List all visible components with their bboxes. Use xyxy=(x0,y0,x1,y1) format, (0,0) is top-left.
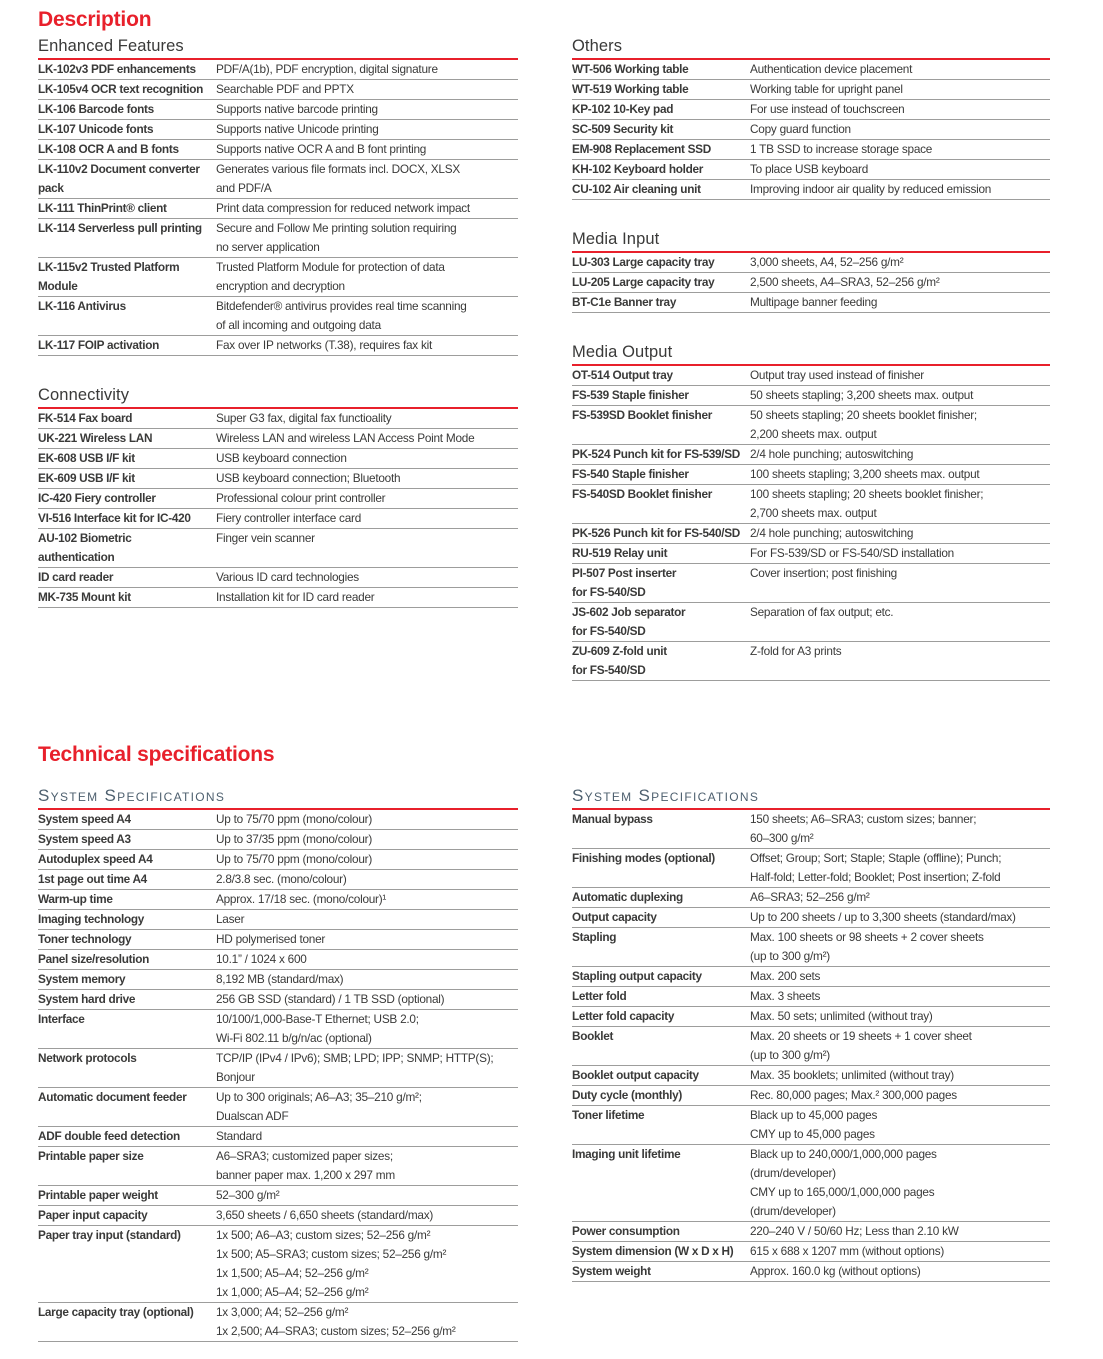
spec-label: EK-609 USB I/F kit xyxy=(38,471,135,485)
spec-row xyxy=(38,1127,518,1147)
spec-row xyxy=(572,386,1050,406)
spec-row xyxy=(38,890,518,910)
spec-row xyxy=(38,970,518,990)
spec-row xyxy=(572,564,1050,603)
spec-label: FS-540 Staple finisher xyxy=(572,467,689,481)
spec-value: Up to 200 sheets / up to 3,300 sheets (standard/max) xyxy=(750,910,1016,924)
section-connectivity xyxy=(38,385,518,608)
spec-label: IC-420 Fiery controller xyxy=(38,491,156,505)
spec-value: 1x 500; A6–A3; custom sizes; 52–256 g/m² 1x 500; A5–SRA3; custom sizes; 52–256 g/m² 1x 1,500; A5–A4; 52–256 g/m² 1x 1,000; A5–A4; 52–256 g/m² xyxy=(216,1228,447,1299)
spec-value: Copy guard function xyxy=(750,122,851,136)
spec-row xyxy=(38,469,518,489)
spec-row xyxy=(572,1262,1050,1282)
spec-row xyxy=(572,603,1050,642)
spec-value: Max. 100 sheets or 98 sheets + 2 cover sheets (up to 300 g/m²) xyxy=(750,930,984,963)
section-media-output xyxy=(572,342,1050,681)
spec-row xyxy=(572,849,1050,888)
spec-row xyxy=(38,990,518,1010)
spec-row xyxy=(572,140,1050,160)
spec-value: Installation kit for ID card reader xyxy=(216,590,375,604)
spec-value: USB keyboard connection xyxy=(216,451,347,465)
spec-label: WT-519 Working table xyxy=(572,82,689,96)
spec-value: Rec. 80,000 pages; Max.² 300,000 pages xyxy=(750,1088,957,1102)
spec-label: Manual bypass xyxy=(572,812,653,826)
spec-label: Paper tray input (standard) xyxy=(38,1228,181,1242)
spec-row xyxy=(572,1027,1050,1066)
spec-table xyxy=(572,366,1050,681)
spec-value: Max. 35 booklets; unlimited (without tray) xyxy=(750,1068,954,1082)
spec-row xyxy=(572,465,1050,485)
spec-value: To place USB keyboard xyxy=(750,162,869,176)
spec-row xyxy=(38,429,518,449)
spec-value: Finger vein scanner xyxy=(216,531,315,545)
spec-label: Booklet output capacity xyxy=(572,1068,699,1082)
spec-value: Offset; Group; Sort; Staple; Staple (offline); Punch; Half-fold; Letter-fold; Booklet; Post insertion; Z-fold xyxy=(750,851,1002,884)
spec-value: Generates various file formats incl. DOCX, XLSX and PDF/A xyxy=(216,162,460,195)
spec-row xyxy=(38,1186,518,1206)
spec-value: Up to 300 originals; A6–A3; 35–210 g/m²; Dualscan ADF xyxy=(216,1090,422,1123)
spec-value: 256 GB SSD (standard) / 1 TB SSD (optional) xyxy=(216,992,445,1006)
spec-value: 50 sheets stapling; 3,200 sheets max. output xyxy=(750,388,974,402)
spec-row xyxy=(38,409,518,429)
spec-value: Supports native Unicode printing xyxy=(216,122,379,136)
spec-table xyxy=(38,810,518,1342)
spec-value: Supports native OCR A and B font printing xyxy=(216,142,427,156)
spec-row xyxy=(572,810,1050,849)
spec-row xyxy=(38,830,518,850)
column-description-left xyxy=(38,36,518,608)
spec-value: Fiery controller interface card xyxy=(216,511,362,525)
spec-label: OT-514 Output tray xyxy=(572,368,673,382)
spec-row xyxy=(38,160,518,199)
spec-label: AU-102 Biometric authentication xyxy=(38,531,132,564)
column-technical-left xyxy=(38,786,518,1342)
spec-row xyxy=(572,160,1050,180)
spec-row xyxy=(572,273,1050,293)
spec-row xyxy=(572,120,1050,140)
spec-row xyxy=(572,1222,1050,1242)
section-title: Connectivity xyxy=(38,385,518,409)
spec-value: Up to 75/70 ppm (mono/colour) xyxy=(216,812,373,826)
spec-label: LK-116 Antivirus xyxy=(38,299,126,313)
spec-label: PI-507 Post inserter for FS-540/SD xyxy=(572,566,677,599)
spec-label: ID card reader xyxy=(38,570,114,584)
spec-value: Searchable PDF and PPTX xyxy=(216,82,354,96)
spec-row xyxy=(572,888,1050,908)
spec-value: Up to 37/35 ppm (mono/colour) xyxy=(216,832,373,846)
spec-value: 100 sheets stapling; 20 sheets booklet finisher; 2,700 sheets max. output xyxy=(750,487,984,520)
spec-row xyxy=(38,219,518,258)
spec-row xyxy=(38,1147,518,1186)
spec-value: Super G3 fax, digital fax functioality xyxy=(216,411,392,425)
spec-value: Up to 75/70 ppm (mono/colour) xyxy=(216,852,373,866)
spec-value: 100 sheets stapling; 3,200 sheets max. output xyxy=(750,467,980,481)
spec-value: Output tray used instead of finisher xyxy=(750,368,924,382)
spec-value: 10.1” / 1024 x 600 xyxy=(216,952,307,966)
spec-label: JS-602 Job separator for FS-540/SD xyxy=(572,605,686,638)
spec-label: LK-110v2 Document converter pack xyxy=(38,162,200,195)
spec-row xyxy=(572,60,1050,80)
column-description-right xyxy=(572,36,1050,681)
spec-row xyxy=(572,987,1050,1007)
spec-label: System weight xyxy=(572,1264,651,1278)
spec-value: 1 TB SSD to increase storage space xyxy=(750,142,933,156)
spec-value: A6–SRA3; customized paper sizes; banner paper max. 1,200 x 297 mm xyxy=(216,1149,395,1182)
section-title: Others xyxy=(572,36,1050,60)
spec-value: 220–240 V / 50/60 Hz; Less than 2.10 kW xyxy=(750,1224,959,1238)
spec-row xyxy=(38,449,518,469)
spec-label: Imaging unit lifetime xyxy=(572,1147,681,1161)
spec-row xyxy=(38,950,518,970)
spec-value: Approx. 160.0 kg (without options) xyxy=(750,1264,921,1278)
spec-row xyxy=(38,120,518,140)
spec-value: 2/4 hole punching; autoswitching xyxy=(750,526,914,540)
spec-label: Booklet xyxy=(572,1029,614,1043)
spec-value: Separation of fax output; etc. xyxy=(750,605,894,619)
spec-table xyxy=(572,253,1050,313)
spec-label: Power consumption xyxy=(572,1224,680,1238)
spec-label: Panel size/resolution xyxy=(38,952,150,966)
spec-value: Bitdefender® antivirus provides real time scanning of all incoming and outgoing data xyxy=(216,299,467,332)
spec-label: ZU-609 Z-fold unit for FS-540/SD xyxy=(572,644,667,677)
spec-row xyxy=(572,100,1050,120)
spec-row xyxy=(38,1088,518,1127)
spec-label: KH-102 Keyboard holder xyxy=(572,162,704,176)
section-enhanced-features xyxy=(38,36,518,356)
spec-label: LU-303 Large capacity tray xyxy=(572,255,715,269)
spec-row xyxy=(572,406,1050,445)
spec-label: Printable paper weight xyxy=(38,1188,158,1202)
spec-row xyxy=(38,489,518,509)
section-title: Media Output xyxy=(572,342,1050,366)
spec-row xyxy=(38,80,518,100)
spec-value: Working table for upright panel xyxy=(750,82,903,96)
spec-label: KP-102 10-Key pad xyxy=(572,102,674,116)
spec-value: Secure and Follow Me printing solution requiring no server application xyxy=(216,221,457,254)
spec-label: LK-107 Unicode fonts xyxy=(38,122,154,136)
spec-label: Imaging technology xyxy=(38,912,145,926)
spec-label: Duty cycle (monthly) xyxy=(572,1088,683,1102)
spec-label: LK-111 ThinPrint® client xyxy=(38,201,167,215)
spec-row xyxy=(572,445,1050,465)
spec-label: System speed A3 xyxy=(38,832,131,846)
spec-label: LK-106 Barcode fonts xyxy=(38,102,154,116)
spec-value: 8,192 MB (standard/max) xyxy=(216,972,344,986)
spec-row xyxy=(38,297,518,336)
spec-label: Network protocols xyxy=(38,1051,137,1065)
spec-value: PDF/A(1b), PDF encryption, digital signature xyxy=(216,62,438,76)
section-system-specifications-left xyxy=(38,786,518,1342)
spec-table xyxy=(572,810,1050,1282)
spec-row xyxy=(38,199,518,219)
spec-value: Wireless LAN and wireless LAN Access Point Mode xyxy=(216,431,475,445)
spec-value: 3,000 sheets, A4, 52–256 g/m² xyxy=(750,255,904,269)
spec-label: Automatic document feeder xyxy=(38,1090,187,1104)
spec-value: Max. 200 sets xyxy=(750,969,821,983)
spec-label: SC-509 Security kit xyxy=(572,122,674,136)
spec-label: Automatic duplexing xyxy=(572,890,683,904)
spec-row xyxy=(572,366,1050,386)
spec-label: Paper input capacity xyxy=(38,1208,148,1222)
spec-row xyxy=(572,524,1050,544)
spec-row xyxy=(38,870,518,890)
spec-row xyxy=(572,80,1050,100)
spec-row xyxy=(38,140,518,160)
spec-label: Letter fold xyxy=(572,989,627,1003)
spec-value: 1x 3,000; A4; 52–256 g/m² 1x 2,500; A4–SRA3; custom sizes; 52–256 g/m² xyxy=(216,1305,456,1338)
spec-value: HD polymerised toner xyxy=(216,932,326,946)
spec-label: FS-539 Staple finisher xyxy=(572,388,689,402)
spec-label: Letter fold capacity xyxy=(572,1009,675,1023)
section-others xyxy=(572,36,1050,200)
spec-label: LU-205 Large capacity tray xyxy=(572,275,715,289)
spec-value: Various ID card technologies xyxy=(216,570,359,584)
spec-row xyxy=(38,850,518,870)
spec-value: Trusted Platform Module for protection of data encryption and decryption xyxy=(216,260,445,293)
section-title: Media Input xyxy=(572,229,1050,253)
spec-row xyxy=(572,1145,1050,1222)
spec-row xyxy=(38,529,518,568)
spec-value: For use instead of touchscreen xyxy=(750,102,905,116)
spec-label: RU-519 Relay unit xyxy=(572,546,668,560)
spec-value: TCP/IP (IPv4 / IPv6); SMB; LPD; IPP; SNMP; HTTP(S); Bonjour xyxy=(216,1051,494,1084)
spec-value: 10/100/1,000-Base-T Ethernet; USB 2.0; Wi-Fi 802.11 b/g/n/ac (optional) xyxy=(216,1012,419,1045)
spec-row xyxy=(38,1226,518,1303)
spec-value: 150 sheets; A6–SRA3; custom sizes; banner; 60–300 g/m² xyxy=(750,812,977,845)
spec-label: CU-102 Air cleaning unit xyxy=(572,182,701,196)
spec-label: VI-516 Interface kit for IC-420 xyxy=(38,511,191,525)
spec-row xyxy=(38,1049,518,1088)
spec-label: LK-105v4 OCR text recognition xyxy=(38,82,204,96)
spec-label: LK-114 Serverless pull printing xyxy=(38,221,202,235)
spec-label: LK-115v2 Trusted Platform Module xyxy=(38,260,180,293)
spec-label: System hard drive xyxy=(38,992,136,1006)
spec-row xyxy=(572,1242,1050,1262)
technical-specifications-heading: Technical specifications xyxy=(38,743,275,766)
spec-row xyxy=(572,253,1050,273)
spec-row xyxy=(38,1010,518,1049)
spec-label: BT-C1e Banner tray xyxy=(572,295,677,309)
spec-label: FS-539SD Booklet finisher xyxy=(572,408,712,422)
spec-row xyxy=(572,180,1050,200)
section-media-input xyxy=(572,229,1050,313)
spec-row xyxy=(38,1303,518,1342)
spec-value: Black up to 240,000/1,000,000 pages (drum/developer) CMY up to 165,000/1,000,000 pages (drum/developer) xyxy=(750,1147,937,1218)
spec-value: Improving indoor air quality by reduced emission xyxy=(750,182,992,196)
spec-row xyxy=(572,908,1050,928)
spec-label: Output capacity xyxy=(572,910,657,924)
spec-label: Finishing modes (optional) xyxy=(572,851,715,865)
spec-value: USB keyboard connection; Bluetooth xyxy=(216,471,401,485)
spec-label: EK-608 USB I/F kit xyxy=(38,451,135,465)
spec-value: Max. 50 sets; unlimited (without tray) xyxy=(750,1009,933,1023)
spec-value: 50 sheets stapling; 20 sheets booklet finisher; 2,200 sheets max. output xyxy=(750,408,977,441)
spec-row xyxy=(38,336,518,356)
spec-label: Toner lifetime xyxy=(572,1108,645,1122)
spec-label: UK-221 Wireless LAN xyxy=(38,431,153,445)
spec-label: LK-102v3 PDF enhancements xyxy=(38,62,196,76)
spec-row xyxy=(572,544,1050,564)
spec-value: 2/4 hole punching; autoswitching xyxy=(750,447,914,461)
spec-value: Standard xyxy=(216,1129,262,1143)
spec-label: 1st page out time A4 xyxy=(38,872,147,886)
spec-label: Printable paper size xyxy=(38,1149,144,1163)
spec-row xyxy=(572,485,1050,524)
spec-row xyxy=(572,967,1050,987)
spec-value: 2.8/3.8 sec. (mono/colour) xyxy=(216,872,347,886)
spec-value: 3,650 sheets / 6,650 sheets (standard/max) xyxy=(216,1208,434,1222)
spec-label: ADF double feed detection xyxy=(38,1129,180,1143)
spec-row xyxy=(38,509,518,529)
spec-label: Toner technology xyxy=(38,932,132,946)
section-title: System Specifications xyxy=(38,786,518,810)
spec-label: Autoduplex speed A4 xyxy=(38,852,153,866)
spec-row xyxy=(38,100,518,120)
spec-row xyxy=(38,568,518,588)
spec-label: PK-524 Punch kit for FS-539/SD xyxy=(572,447,740,461)
spec-value: Approx. 17/18 sec. (mono/colour)¹ xyxy=(216,892,387,906)
spec-value: Fax over IP networks (T.38), requires fax kit xyxy=(216,338,433,352)
spec-value: For FS-539/SD or FS-540/SD installation xyxy=(750,546,954,560)
spec-table xyxy=(572,60,1050,200)
spec-label: System dimension (W x D x H) xyxy=(572,1244,734,1258)
spec-label: System speed A4 xyxy=(38,812,131,826)
spec-value: Laser xyxy=(216,912,245,926)
spec-value: Max. 3 sheets xyxy=(750,989,821,1003)
spec-row xyxy=(38,930,518,950)
spec-table xyxy=(38,60,518,356)
spec-label: Interface xyxy=(38,1012,85,1026)
spec-label: EM-908 Replacement SSD xyxy=(572,142,711,156)
section-title: Enhanced Features xyxy=(38,36,518,60)
spec-label: Stapling xyxy=(572,930,617,944)
section-system-specifications-right xyxy=(572,786,1050,1282)
spec-label: LK-108 OCR A and B fonts xyxy=(38,142,179,156)
spec-row xyxy=(572,293,1050,313)
spec-value: Max. 20 sheets or 19 sheets + 1 cover sheet (up to 300 g/m²) xyxy=(750,1029,972,1062)
spec-row xyxy=(38,810,518,830)
spec-value: Multipage banner feeding xyxy=(750,295,878,309)
description-heading: Description xyxy=(38,8,152,31)
spec-table xyxy=(38,409,518,608)
spec-label: Large capacity tray (optional) xyxy=(38,1305,194,1319)
spec-value: 615 x 688 x 1207 mm (without options) xyxy=(750,1244,945,1258)
spec-row xyxy=(572,1086,1050,1106)
column-technical-right xyxy=(572,786,1050,1282)
spec-row xyxy=(38,60,518,80)
spec-value: Professional colour print controller xyxy=(216,491,386,505)
spec-value: Cover insertion; post finishing xyxy=(750,566,897,580)
spec-value: Z-fold for A3 prints xyxy=(750,644,842,658)
spec-row xyxy=(572,1007,1050,1027)
spec-label: Stapling output capacity xyxy=(572,969,702,983)
spec-value: Print data compression for reduced network impact xyxy=(216,201,470,215)
spec-row xyxy=(572,1066,1050,1086)
spec-label: System memory xyxy=(38,972,126,986)
spec-value: A6–SRA3; 52–256 g/m² xyxy=(750,890,870,904)
spec-label: PK-526 Punch kit for FS-540/SD xyxy=(572,526,740,540)
spec-row xyxy=(38,910,518,930)
spec-value: 2,500 sheets, A4–SRA3, 52–256 g/m² xyxy=(750,275,940,289)
spec-value: 52–300 g/m² xyxy=(216,1188,280,1202)
spec-row xyxy=(572,642,1050,681)
spec-label: FS-540SD Booklet finisher xyxy=(572,487,712,501)
spec-row xyxy=(38,1206,518,1226)
spec-label: MK-735 Mount kit xyxy=(38,590,131,604)
spec-label: WT-506 Working table xyxy=(572,62,689,76)
spec-value: Authentication device placement xyxy=(750,62,913,76)
spec-row xyxy=(38,588,518,608)
spec-label: FK-514 Fax board xyxy=(38,411,133,425)
spec-value: Black up to 45,000 pages CMY up to 45,000 pages xyxy=(750,1108,878,1141)
spec-value: Supports native barcode printing xyxy=(216,102,378,116)
spec-label: Warm-up time xyxy=(38,892,113,906)
spec-label: LK-117 FOIP activation xyxy=(38,338,160,352)
spec-row xyxy=(572,928,1050,967)
spec-row xyxy=(38,258,518,297)
spec-row xyxy=(572,1106,1050,1145)
section-title: System Specifications xyxy=(572,786,1050,810)
